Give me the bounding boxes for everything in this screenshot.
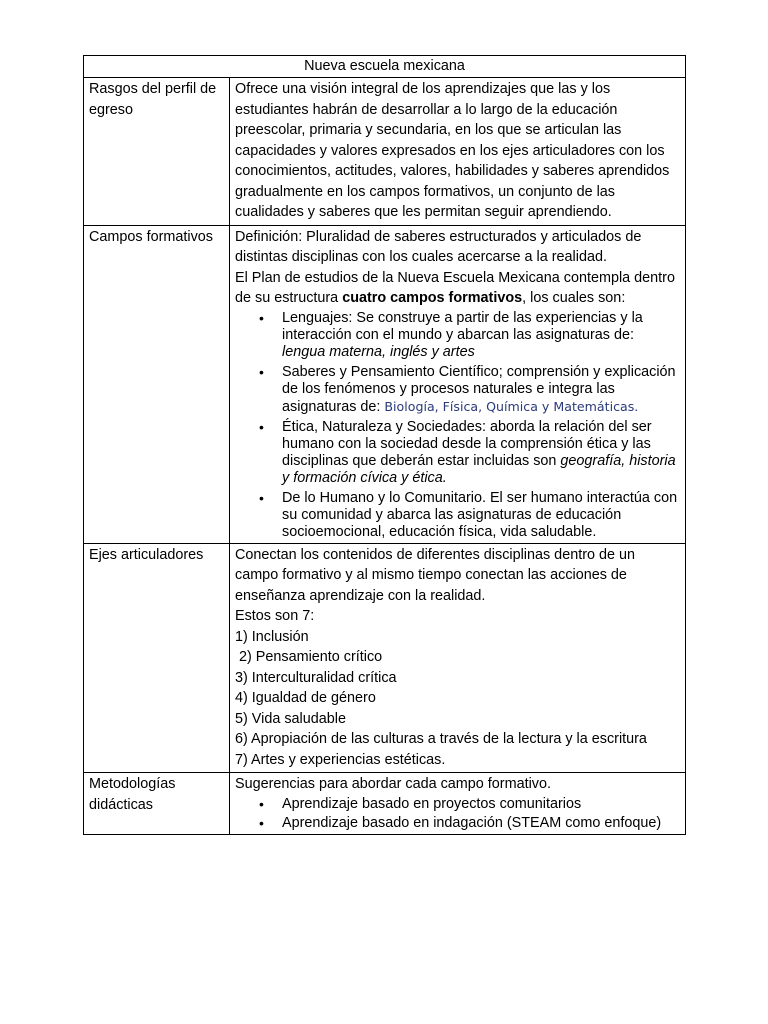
campos-intro-after: , los cuales son:: [522, 290, 626, 306]
ejes-text: Conectan los contenidos de diferentes disciplinas dentro de un campo formativo y al mismo tiempo conectan las acciones de enseñanza aprendizaje con la realidad.: [235, 546, 636, 604]
metodologias-list: [235, 796, 680, 832]
rasgos-text: Ofrece una visión integral de los aprendizajes que las y los estudiantes habrán de desarrollar a lo largo de la educación preescolar, primaria y secundaria, en los que se articulan las capacidades y valores expresados en los ejes articuladores con los conocimientos, actitudes, valores, habilidades y saberes aprendidos gradualmente en los campos formativos, un conjunto de las cualidades y saberes que les permitan seguir aprendiendo.: [235, 81, 670, 220]
campo-emph: Biología, Física, Química y Matemáticas.: [384, 398, 639, 414]
label-metodologias: Metodologías didácticas: [84, 773, 230, 835]
table-title: Nueva escuela mexicana: [84, 56, 686, 78]
metodologias-text: Sugerencias para abordar cada campo formativo.: [235, 776, 551, 792]
list-item: • Aprendizaje basado en proyectos comunitarios: [282, 796, 680, 813]
label-campos: Campos formativos: [84, 225, 230, 543]
row-metodologias: [84, 773, 686, 835]
campo-text: Lenguajes: Se construye a partir de las experiencias y la interacción con el mundo y abarcan las asignaturas de:: [282, 309, 643, 343]
ejes-count: Estos son 7:: [235, 608, 315, 624]
campo-text: Saberes y Pensamiento Científico; comprensión y explicación de los fenómenos y procesos naturales e integra las asignaturas de:: [282, 363, 676, 415]
campos-intro: [235, 268, 680, 309]
campos-definition: Definición: Pluralidad de saberes estructurados y articulados de distintas disciplinas con los cuales acercarse a la realidad.: [235, 228, 642, 265]
list-item: 2) Pensamiento crítico: [235, 649, 383, 665]
row-rasgos: [84, 78, 686, 226]
list-item: [282, 419, 680, 487]
campo-text: Ética, Naturaleza y Sociedades: aborda la relación del ser humano con la sociedad desde la comprensión ética y las disciplinas que deberán estar incluidas son: [282, 418, 652, 469]
content-campos: [230, 225, 686, 543]
summary-table: [83, 55, 686, 835]
row-ejes: [84, 543, 686, 773]
title-row: [84, 56, 686, 78]
campos-list: [235, 310, 680, 541]
content-ejes: [230, 543, 686, 773]
list-item: 3) Interculturalidad crítica: [235, 669, 397, 686]
content-metodologias: [230, 773, 686, 835]
campo-text: De lo Humano y lo Comunitario. El ser humano interactúa con su comunidad y abarca las asignaturas de educación socioemocional, educación física, vida saludable.: [282, 489, 678, 540]
list-item: [282, 310, 680, 361]
label-rasgos: Rasgos del perfil de egreso: [84, 78, 230, 226]
list-item: 4) Igualdad de género: [235, 690, 376, 706]
list-item: 5) Vida saludable: [235, 710, 346, 727]
list-item: 1) Inclusión: [235, 628, 309, 645]
list-item: 6) Apropiación de las culturas a través de la lectura y la escritura: [235, 731, 647, 747]
row-campos: [84, 225, 686, 543]
campo-emph: lengua materna, inglés y artes: [282, 343, 475, 360]
campo-emph: geografía, historia y formación cívica y ética.: [282, 452, 676, 486]
list-item: 7) Artes y experiencias estéticas.: [235, 751, 446, 768]
list-item: [282, 364, 680, 416]
list-item: [282, 490, 680, 541]
list-item: • Aprendizaje basado en indagación (STEAM como enfoque): [282, 815, 680, 832]
campos-intro-before: El Plan de estudios de la Nueva Escuela Mexicana contempla dentro de su estructura: [235, 269, 675, 306]
content-rasgos: [230, 78, 686, 226]
campos-intro-bold: cuatro campos formativos: [342, 290, 523, 306]
label-ejes: Ejes articuladores: [84, 543, 230, 773]
